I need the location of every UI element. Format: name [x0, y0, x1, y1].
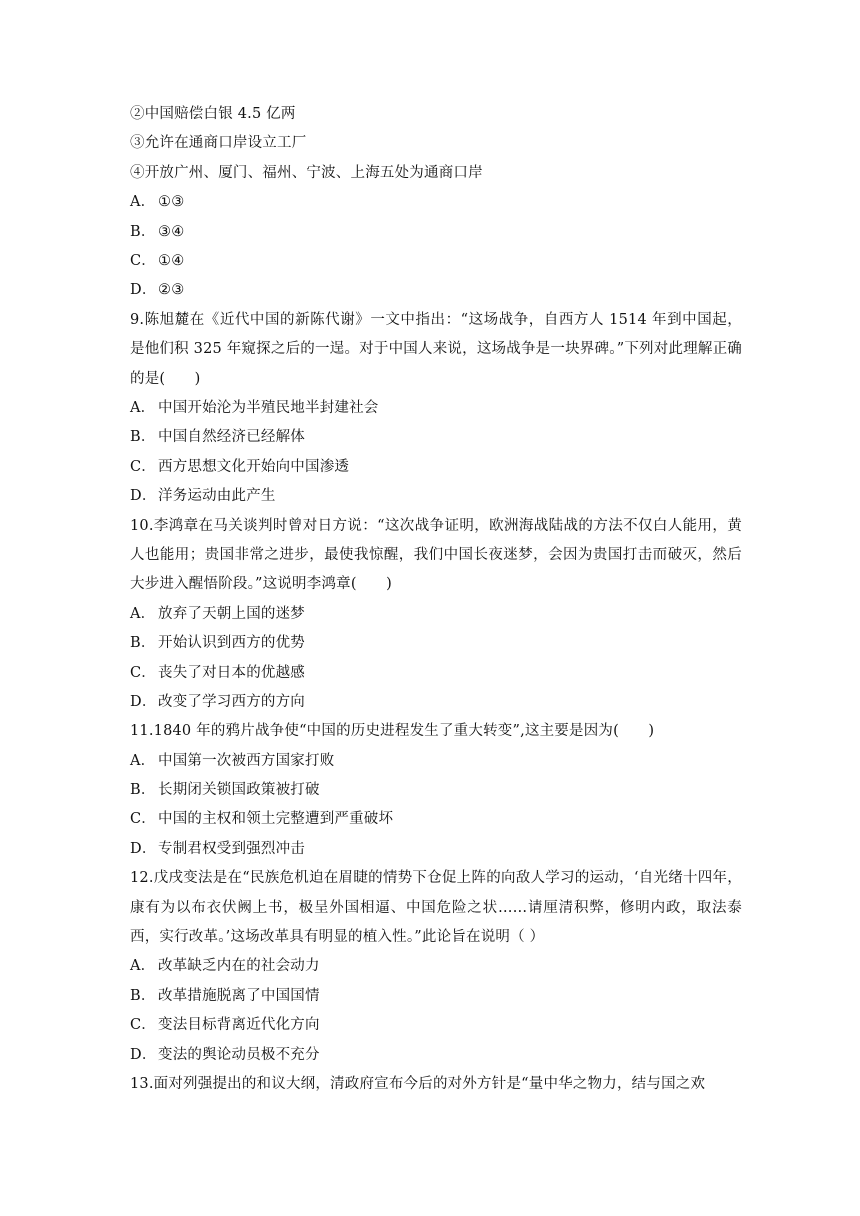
answer-option	[130, 188, 742, 217]
option-text: 开始认识到西方的优势	[158, 635, 305, 652]
option-text: 变法目标背离近代化方向	[158, 1017, 320, 1034]
option-letter: C．	[130, 252, 156, 269]
answer-option	[130, 629, 742, 658]
answer-option	[130, 835, 742, 864]
option-letter: D．	[130, 1046, 157, 1063]
answer-option	[130, 218, 742, 247]
answer-option	[130, 747, 742, 776]
option-text: 中国自然经济已经解体	[158, 429, 305, 446]
answer-option	[130, 1011, 742, 1040]
option-letter: D．	[130, 693, 157, 710]
option-text: 西方思想文化开始向中国渗透	[158, 458, 350, 475]
option-letter: A．	[130, 605, 156, 622]
option-letter: A．	[130, 194, 156, 211]
list-item: ②中国赔偿白银 4.5 亿两	[130, 106, 296, 122]
option-text: 长期闭关锁国政策被打破	[158, 782, 320, 799]
option-text: 变法的舆论动员极不充分	[158, 1046, 320, 1063]
answer-option	[130, 394, 742, 423]
option-text: ①④	[158, 252, 185, 269]
list-item: ③允许在通商口岸设立工厂	[130, 135, 307, 152]
option-text: ②③	[158, 282, 185, 299]
answer-option	[130, 776, 742, 805]
question-stem: 10.李鸿章在马关谈判时曾对日方说：“这次战争证明，欧洲海战陆战的方法不仅白人能用，黄人也能用；贵国非常之进步，最使我惊醒，我们中国长夜迷梦，会因为贵国打击而破灭，然后大步进入醒悟阶段。”这说明李鸿章( )	[130, 517, 742, 593]
question-stem: 9.陈旭麓在《近代中国的新陈代谢》一文中指出：“这场战争，自西方人 1514 年到中国起，是他们积 325 年窥探之后的一逞。对于中国人来说，这场战争是一块界碑。”下列对此理解正确的是( )	[130, 311, 742, 387]
option-letter: B．	[130, 429, 156, 446]
answer-option	[130, 482, 742, 511]
option-text: 中国的主权和领土完整遭到严重破坏	[158, 811, 394, 828]
option-letter: B．	[130, 987, 156, 1004]
answer-option	[130, 952, 742, 981]
answer-option	[130, 247, 742, 276]
answer-option	[130, 276, 742, 305]
option-text: 改革措施脱离了中国国情	[158, 987, 320, 1004]
option-letter: D．	[130, 840, 157, 857]
question-content	[130, 100, 742, 1099]
option-text: 丧失了对日本的优越感	[158, 664, 305, 681]
option-letter: B．	[130, 782, 156, 799]
option-letter: C．	[130, 1017, 156, 1034]
answer-option	[130, 600, 742, 629]
option-text: ③④	[158, 223, 185, 240]
option-letter: A．	[130, 958, 156, 975]
option-text: 放弃了天朝上国的迷梦	[158, 605, 305, 622]
option-letter: C．	[130, 664, 156, 681]
question-stem: 11.1840 年的鸦片战争使“中国的历史进程发生了重大转变”,这主要是因为( )	[130, 723, 655, 740]
answer-option	[130, 982, 742, 1011]
option-text: 改变了学习西方的方向	[158, 693, 305, 710]
question-stem: 12.戊戌变法是在“民族危机迫在眉睫的情势下仓促上阵的向敌人学习的运动，‘自光绪十四年，康有为以布衣伏阙上书，极呈外国相逼、中国危险之状……请厘清积弊，修明内政，取法泰西，实行改革。’这场改革具有明显的植入性。”此论旨在说明（ ）	[130, 870, 742, 946]
question-stem: 13.面对列强提出的和议大纲，清政府宣布今后的对外方针是“量中华之物力，结与国之欢	[130, 1076, 706, 1093]
option-text: 洋务运动由此产生	[158, 488, 276, 505]
option-letter: D．	[130, 488, 157, 505]
option-text: 中国开始沦为半殖民地半封建社会	[158, 399, 379, 416]
option-letter: C．	[130, 811, 156, 828]
option-letter: A．	[130, 752, 156, 769]
option-letter: A．	[130, 399, 156, 416]
option-text: 中国第一次被西方国家打败	[158, 752, 335, 769]
answer-option	[130, 423, 742, 452]
option-letter: D．	[130, 282, 157, 299]
option-letter: C．	[130, 458, 156, 475]
answer-option	[130, 688, 742, 717]
answer-option	[130, 1041, 742, 1070]
answer-option	[130, 453, 742, 482]
option-text: 专制君权受到强烈冲击	[158, 840, 305, 857]
option-text: ①③	[158, 194, 185, 211]
option-text: 改革缺乏内在的社会动力	[158, 958, 320, 975]
answer-option	[130, 805, 742, 834]
option-letter: B．	[130, 635, 156, 652]
answer-option	[130, 659, 742, 688]
option-letter: B．	[130, 223, 156, 240]
list-item: ④开放广州、厦门、福州、宁波、上海五处为通商口岸	[130, 164, 483, 181]
